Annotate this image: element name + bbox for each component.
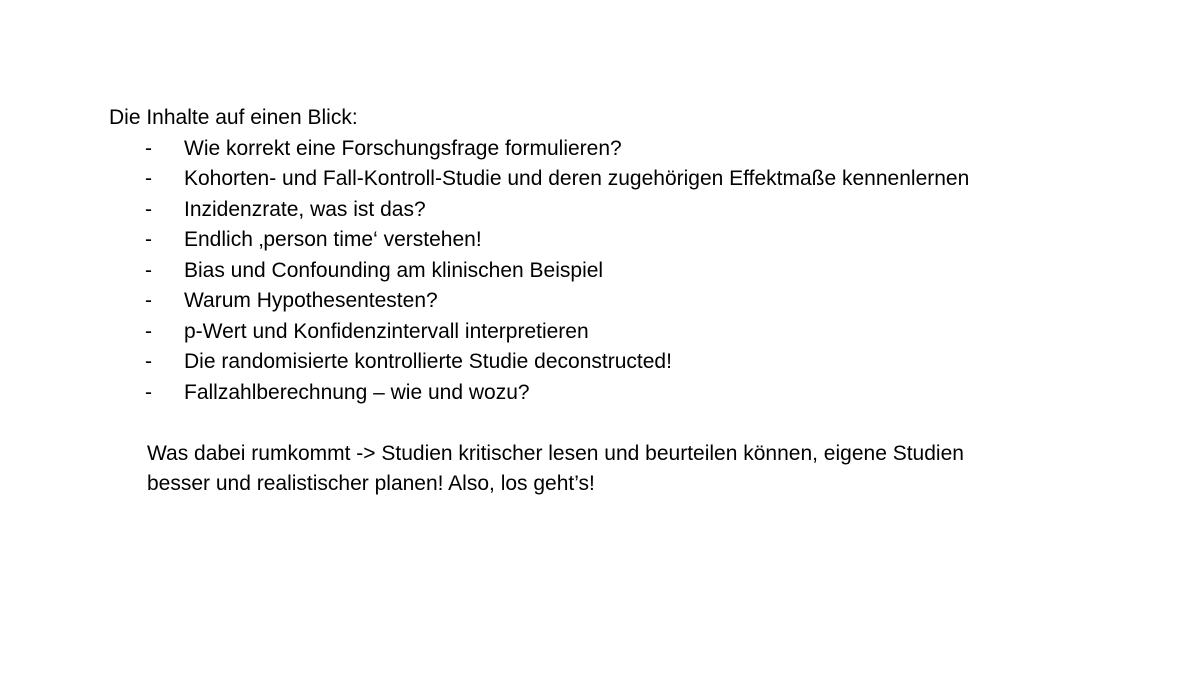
list-item-text: Bias und Confounding am klinischen Beispiel [184, 258, 604, 282]
bullet-dash: - [145, 380, 152, 404]
list-item-text: Kohorten- und Fall-Kontroll-Studie und deren zugehörigen Effektmaße kennenlernen [184, 167, 970, 190]
bullet-dash: - [145, 350, 152, 373]
list-item-text: Die randomisierte kontrollierte Studie deconstructed! [184, 350, 672, 373]
list-item [109, 225, 1169, 256]
summary-line-1: Was dabei rumkommt -> Studien kritischer lesen und beurteilen können, eigene Studien [147, 441, 964, 465]
content-bullet-list [109, 134, 1169, 409]
list-item [109, 164, 1169, 195]
list-item [109, 317, 1169, 348]
bullet-dash: - [145, 258, 152, 282]
list-item [109, 195, 1169, 226]
content-heading: Die Inhalte auf einen Blick: [109, 106, 358, 129]
summary-line-2: besser und realistischer planen! Also, los geht’s! [147, 472, 595, 495]
bullet-dash: - [145, 167, 152, 190]
bullet-dash: - [145, 197, 152, 221]
bullet-dash: - [145, 319, 152, 343]
list-item [109, 256, 1169, 287]
list-item-text: Fallzahlberechnung – wie und wozu? [184, 380, 530, 404]
list-item [109, 347, 1169, 378]
summary-paragraph [147, 439, 1127, 500]
list-item-text: Wie korrekt eine Forschungsfrage formulieren? [184, 136, 622, 160]
bullet-dash: - [145, 136, 152, 160]
list-item [109, 134, 1169, 165]
list-item-text: Endlich ‚person time‘ verstehen! [184, 228, 482, 251]
bullet-dash: - [145, 289, 152, 312]
bullet-dash: - [145, 228, 152, 251]
list-item [109, 378, 1169, 409]
list-item [109, 286, 1169, 317]
list-item-text: Warum Hypothesentesten? [184, 289, 438, 312]
list-item-text: Inzidenzrate, was ist das? [184, 197, 426, 221]
list-item-text: p-Wert und Konfidenzintervall interpretieren [184, 319, 589, 343]
slide-content [109, 103, 1169, 500]
